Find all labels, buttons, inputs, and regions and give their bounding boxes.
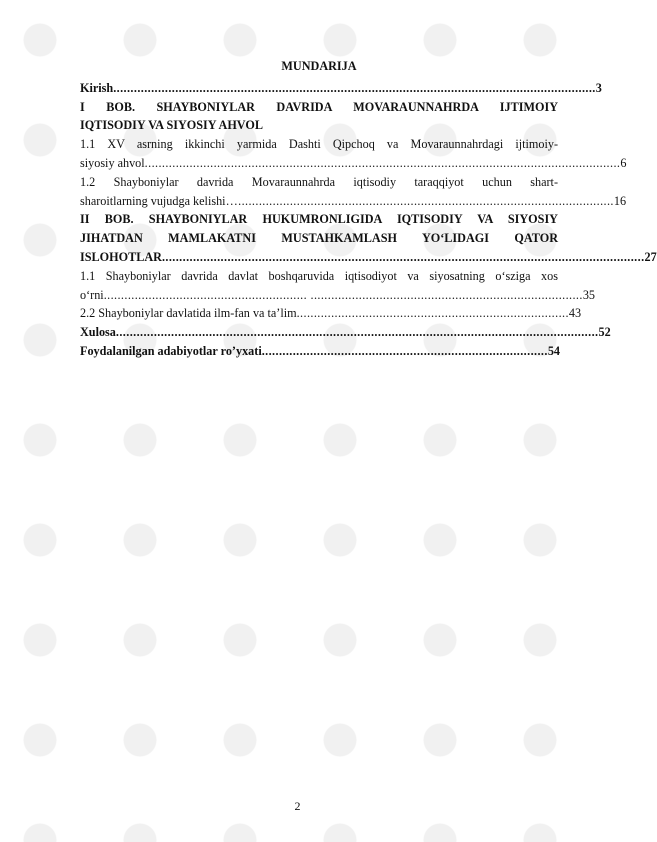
toc-label: 2.2 Shayboniylar davlatida ilm-fan va ta’lim bbox=[80, 306, 297, 321]
toc-page: 54 bbox=[547, 343, 560, 358]
page-title: MUNDARIJA bbox=[281, 59, 357, 73]
toc-label: sharoitlarning vujudga kelishi bbox=[80, 193, 226, 208]
toc-page: 43 bbox=[568, 306, 582, 321]
toc-entry-adabiyotlar[interactable] bbox=[80, 342, 558, 361]
toc-section-1-1-line-2[interactable] bbox=[80, 154, 627, 173]
toc-page: 3 bbox=[595, 80, 602, 95]
toc-leader: ............................................................................................................................................ bbox=[161, 249, 645, 264]
toc-leader: …............................................................................................................. bbox=[225, 193, 614, 208]
toc-label: ISLOHOTLAR bbox=[80, 249, 162, 264]
toc-section-1-1-line-1[interactable]: 1.1 XV asrning ikkinchi yarmida Dashti Qipchoq va Movaraunnahrdagi ijtimoiy- bbox=[80, 137, 558, 152]
toc-label: Foydalanilgan adabiyotlar ro’yxati bbox=[80, 343, 262, 358]
table-of-contents bbox=[80, 57, 657, 361]
toc-section-2-2[interactable] bbox=[80, 304, 582, 323]
toc-section-2-1-line-1[interactable]: 1.1 Shayboniylar davrida davlat boshqaruvida iqtisodiyot va siyosatning o‘sziga xos bbox=[80, 268, 558, 283]
toc-leader: ............................................................................... bbox=[296, 306, 569, 321]
toc-section-1-2-line-1[interactable]: 1.2 Shayboniylar davrida Movaraunnahrda iqtisodiy taraqqiyot uchun shart- bbox=[80, 174, 558, 189]
toc-label: siyosiy ahvol bbox=[80, 155, 145, 170]
toc-leader: .......................................................................................................................................... bbox=[144, 155, 621, 170]
toc-leader: ................................................................................... bbox=[261, 343, 548, 358]
toc-entry-kirish[interactable] bbox=[80, 79, 602, 98]
toc-leader: ........................................................... ............................................................................... bbox=[103, 287, 583, 302]
toc-chapter-1-line-1[interactable]: I BOB. SHAYBONIYLAR DAVRIDA MOVARAUNNAHRDA IJTIMOIY bbox=[80, 99, 558, 114]
page-number: 2 bbox=[294, 799, 301, 813]
toc-chapter-1-line-2[interactable]: IQTISODIY VA SIYOSIY AHVOL bbox=[80, 118, 263, 133]
toc-section-2-1-line-2[interactable] bbox=[80, 286, 596, 305]
toc-leader: ............................................................................................................................................ bbox=[113, 80, 596, 95]
toc-chapter-2-line-3[interactable] bbox=[80, 248, 657, 267]
toc-chapter-2-line-2[interactable]: JIHATDAN MAMLAKATNI MUSTAHKAMLASH YO‘LIDAGI QATOR bbox=[80, 231, 558, 246]
toc-label: Kirish bbox=[80, 80, 114, 95]
toc-label: o‘rni bbox=[80, 287, 104, 302]
toc-chapter-2-line-1[interactable]: II BOB. SHAYBONIYLAR HUKUMRONLIGIDA IQTISODIY VA SIYOSIY bbox=[80, 212, 558, 227]
toc-page: 6 bbox=[620, 155, 627, 170]
toc-page: 16 bbox=[613, 193, 627, 208]
toc-entry-xulosa[interactable] bbox=[80, 323, 611, 342]
toc-label: Xulosa bbox=[80, 325, 116, 340]
toc-page: 27 bbox=[644, 249, 657, 264]
toc-page: 35 bbox=[582, 287, 596, 302]
toc-section-1-2-line-2[interactable] bbox=[80, 192, 627, 211]
toc-leader: ............................................................................................................................................ bbox=[115, 325, 599, 340]
toc-page: 52 bbox=[598, 325, 611, 340]
